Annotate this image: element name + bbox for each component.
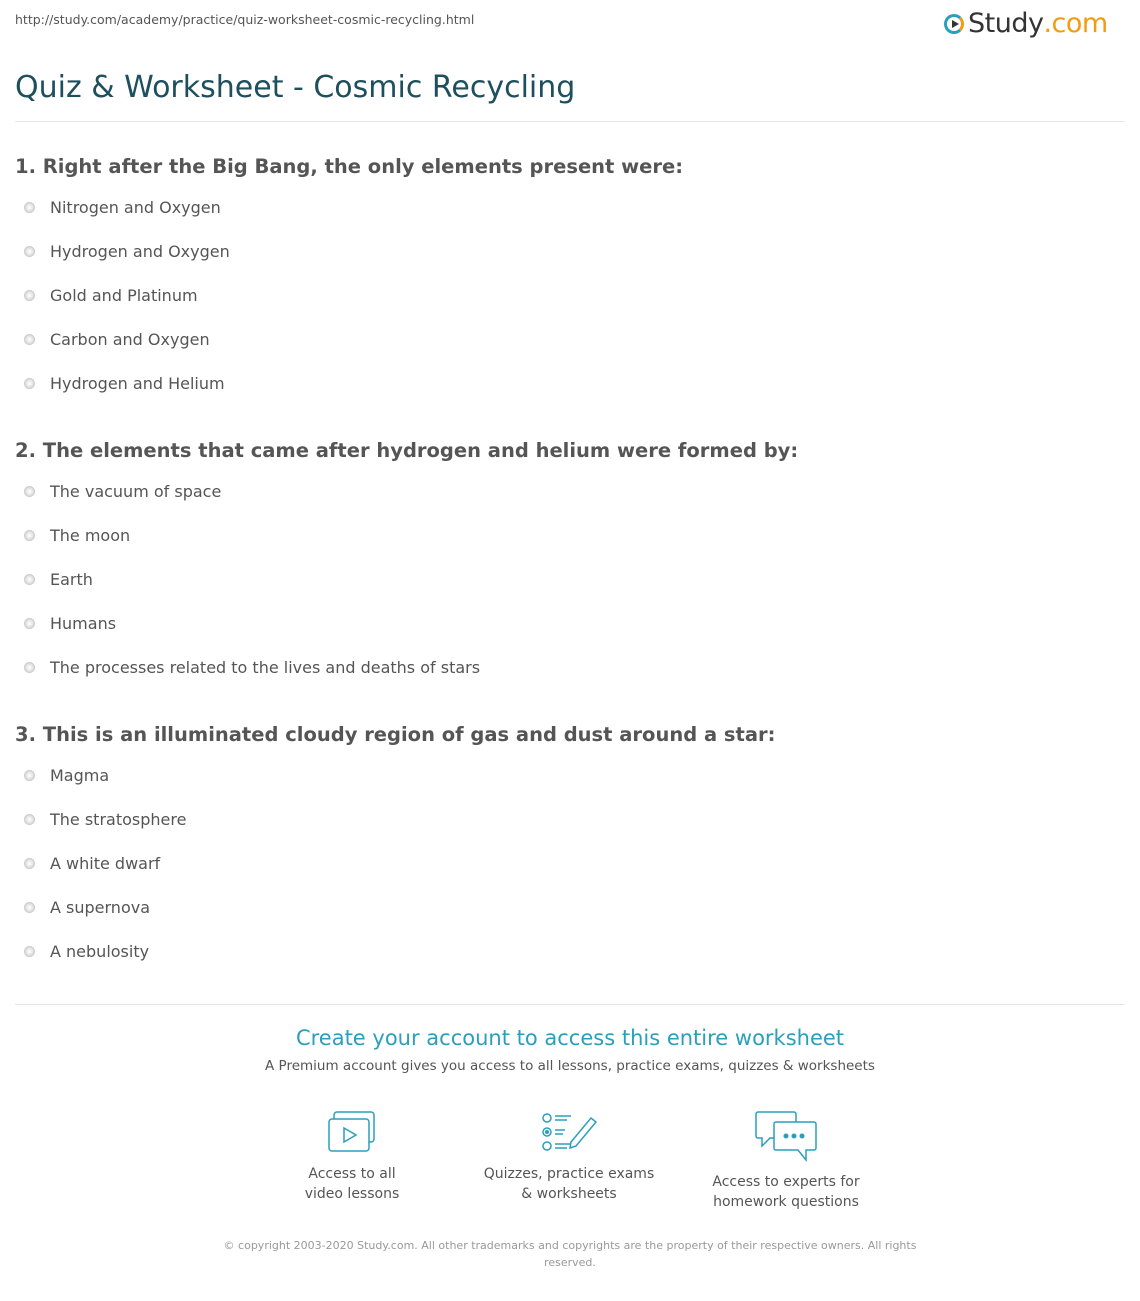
radio-button-icon[interactable] bbox=[24, 486, 35, 497]
feature-label: Access to experts for bbox=[712, 1174, 860, 1190]
answer-label: Magma bbox=[50, 765, 110, 785]
answer-label: Hydrogen and Oxygen bbox=[50, 241, 230, 261]
answer-label: The vacuum of space bbox=[50, 481, 222, 501]
logo-text: Study bbox=[968, 8, 1044, 39]
answer-label: A white dwarf bbox=[50, 853, 161, 873]
page-title: Quiz & Worksheet - Cosmic Recycling bbox=[15, 70, 576, 105]
answer-option[interactable] bbox=[15, 273, 683, 317]
answer-option[interactable] bbox=[15, 317, 683, 361]
quiz-checklist-icon bbox=[541, 1110, 597, 1154]
answer-option[interactable] bbox=[15, 929, 775, 973]
cta-subtitle: A Premium account gives you access to all lessons, practice exams, quizzes & worksheets bbox=[265, 1058, 875, 1074]
answer-label: The moon bbox=[50, 525, 131, 545]
answer-option[interactable] bbox=[15, 645, 798, 689]
answer-option[interactable] bbox=[15, 841, 775, 885]
answer-label: A nebulosity bbox=[50, 941, 150, 961]
feature-label: Access to all bbox=[308, 1166, 396, 1182]
answer-option[interactable] bbox=[15, 185, 683, 229]
question-text: 1. Right after the Big Bang, the only elements present were: bbox=[15, 155, 684, 178]
answer-option[interactable] bbox=[15, 229, 683, 273]
answer-label: The stratosphere bbox=[50, 809, 187, 829]
answer-label: A supernova bbox=[50, 897, 151, 917]
question-text: 3. This is an illuminated cloudy region of gas and dust around a star: bbox=[15, 723, 776, 746]
answer-label: Earth bbox=[50, 569, 93, 589]
answer-option[interactable] bbox=[15, 885, 775, 929]
page-url: http://study.com/academy/practice/quiz-worksheet-cosmic-recycling.html bbox=[15, 12, 475, 27]
feature-label: & worksheets bbox=[521, 1186, 617, 1202]
feature-label: homework questions bbox=[713, 1194, 859, 1210]
question-2 bbox=[15, 439, 798, 689]
radio-button-icon[interactable] bbox=[24, 574, 35, 585]
answer-label: Hydrogen and Helium bbox=[50, 373, 225, 393]
answer-label: Humans bbox=[50, 613, 117, 633]
radio-button-icon[interactable] bbox=[24, 618, 35, 629]
answer-label: Carbon and Oxygen bbox=[50, 329, 210, 349]
video-icon bbox=[327, 1110, 377, 1154]
radio-button-icon[interactable] bbox=[24, 770, 35, 781]
radio-button-icon[interactable] bbox=[24, 290, 35, 301]
radio-button-icon[interactable] bbox=[24, 858, 35, 869]
divider bbox=[15, 1004, 1125, 1005]
chat-bubbles-icon bbox=[754, 1110, 818, 1162]
answer-option[interactable] bbox=[15, 753, 775, 797]
radio-button-icon[interactable] bbox=[24, 530, 35, 541]
radio-button-icon[interactable] bbox=[24, 662, 35, 673]
study-logo[interactable] bbox=[944, 8, 1108, 39]
answer-option[interactable] bbox=[15, 601, 798, 645]
create-account-link[interactable]: Create your account to access this entire worksheet bbox=[295, 1026, 845, 1050]
play-logo-icon bbox=[944, 14, 964, 34]
divider bbox=[15, 121, 1125, 122]
answer-option[interactable] bbox=[15, 361, 683, 405]
answer-label: Gold and Platinum bbox=[50, 285, 198, 305]
feature-video-lessons bbox=[252, 1110, 452, 1204]
answer-label: Nitrogen and Oxygen bbox=[50, 197, 221, 217]
radio-button-icon[interactable] bbox=[24, 246, 35, 257]
feature-quizzes bbox=[469, 1110, 669, 1204]
radio-button-icon[interactable] bbox=[24, 946, 35, 957]
copyright: © copyright 2003-2020 Study.com. All other trademarks and copyrights are the property of their respective owners. All rights reserved. bbox=[223, 1239, 917, 1269]
feature-experts bbox=[686, 1110, 886, 1212]
answer-option[interactable] bbox=[15, 557, 798, 601]
logo-suffix: .com bbox=[1043, 8, 1108, 39]
answer-label: The processes related to the lives and deaths of stars bbox=[50, 657, 481, 677]
answer-option[interactable] bbox=[15, 797, 775, 841]
radio-button-icon[interactable] bbox=[24, 814, 35, 825]
feature-label: Quizzes, practice exams bbox=[483, 1166, 655, 1182]
radio-button-icon[interactable] bbox=[24, 902, 35, 913]
question-1 bbox=[15, 155, 683, 405]
feature-label: video lessons bbox=[304, 1186, 400, 1202]
radio-button-icon[interactable] bbox=[24, 378, 35, 389]
answer-option[interactable] bbox=[15, 469, 798, 513]
question-text: 2. The elements that came after hydrogen and helium were formed by: bbox=[15, 439, 799, 462]
radio-button-icon[interactable] bbox=[24, 202, 35, 213]
radio-button-icon[interactable] bbox=[24, 334, 35, 345]
answer-option[interactable] bbox=[15, 513, 798, 557]
question-3 bbox=[15, 723, 775, 973]
